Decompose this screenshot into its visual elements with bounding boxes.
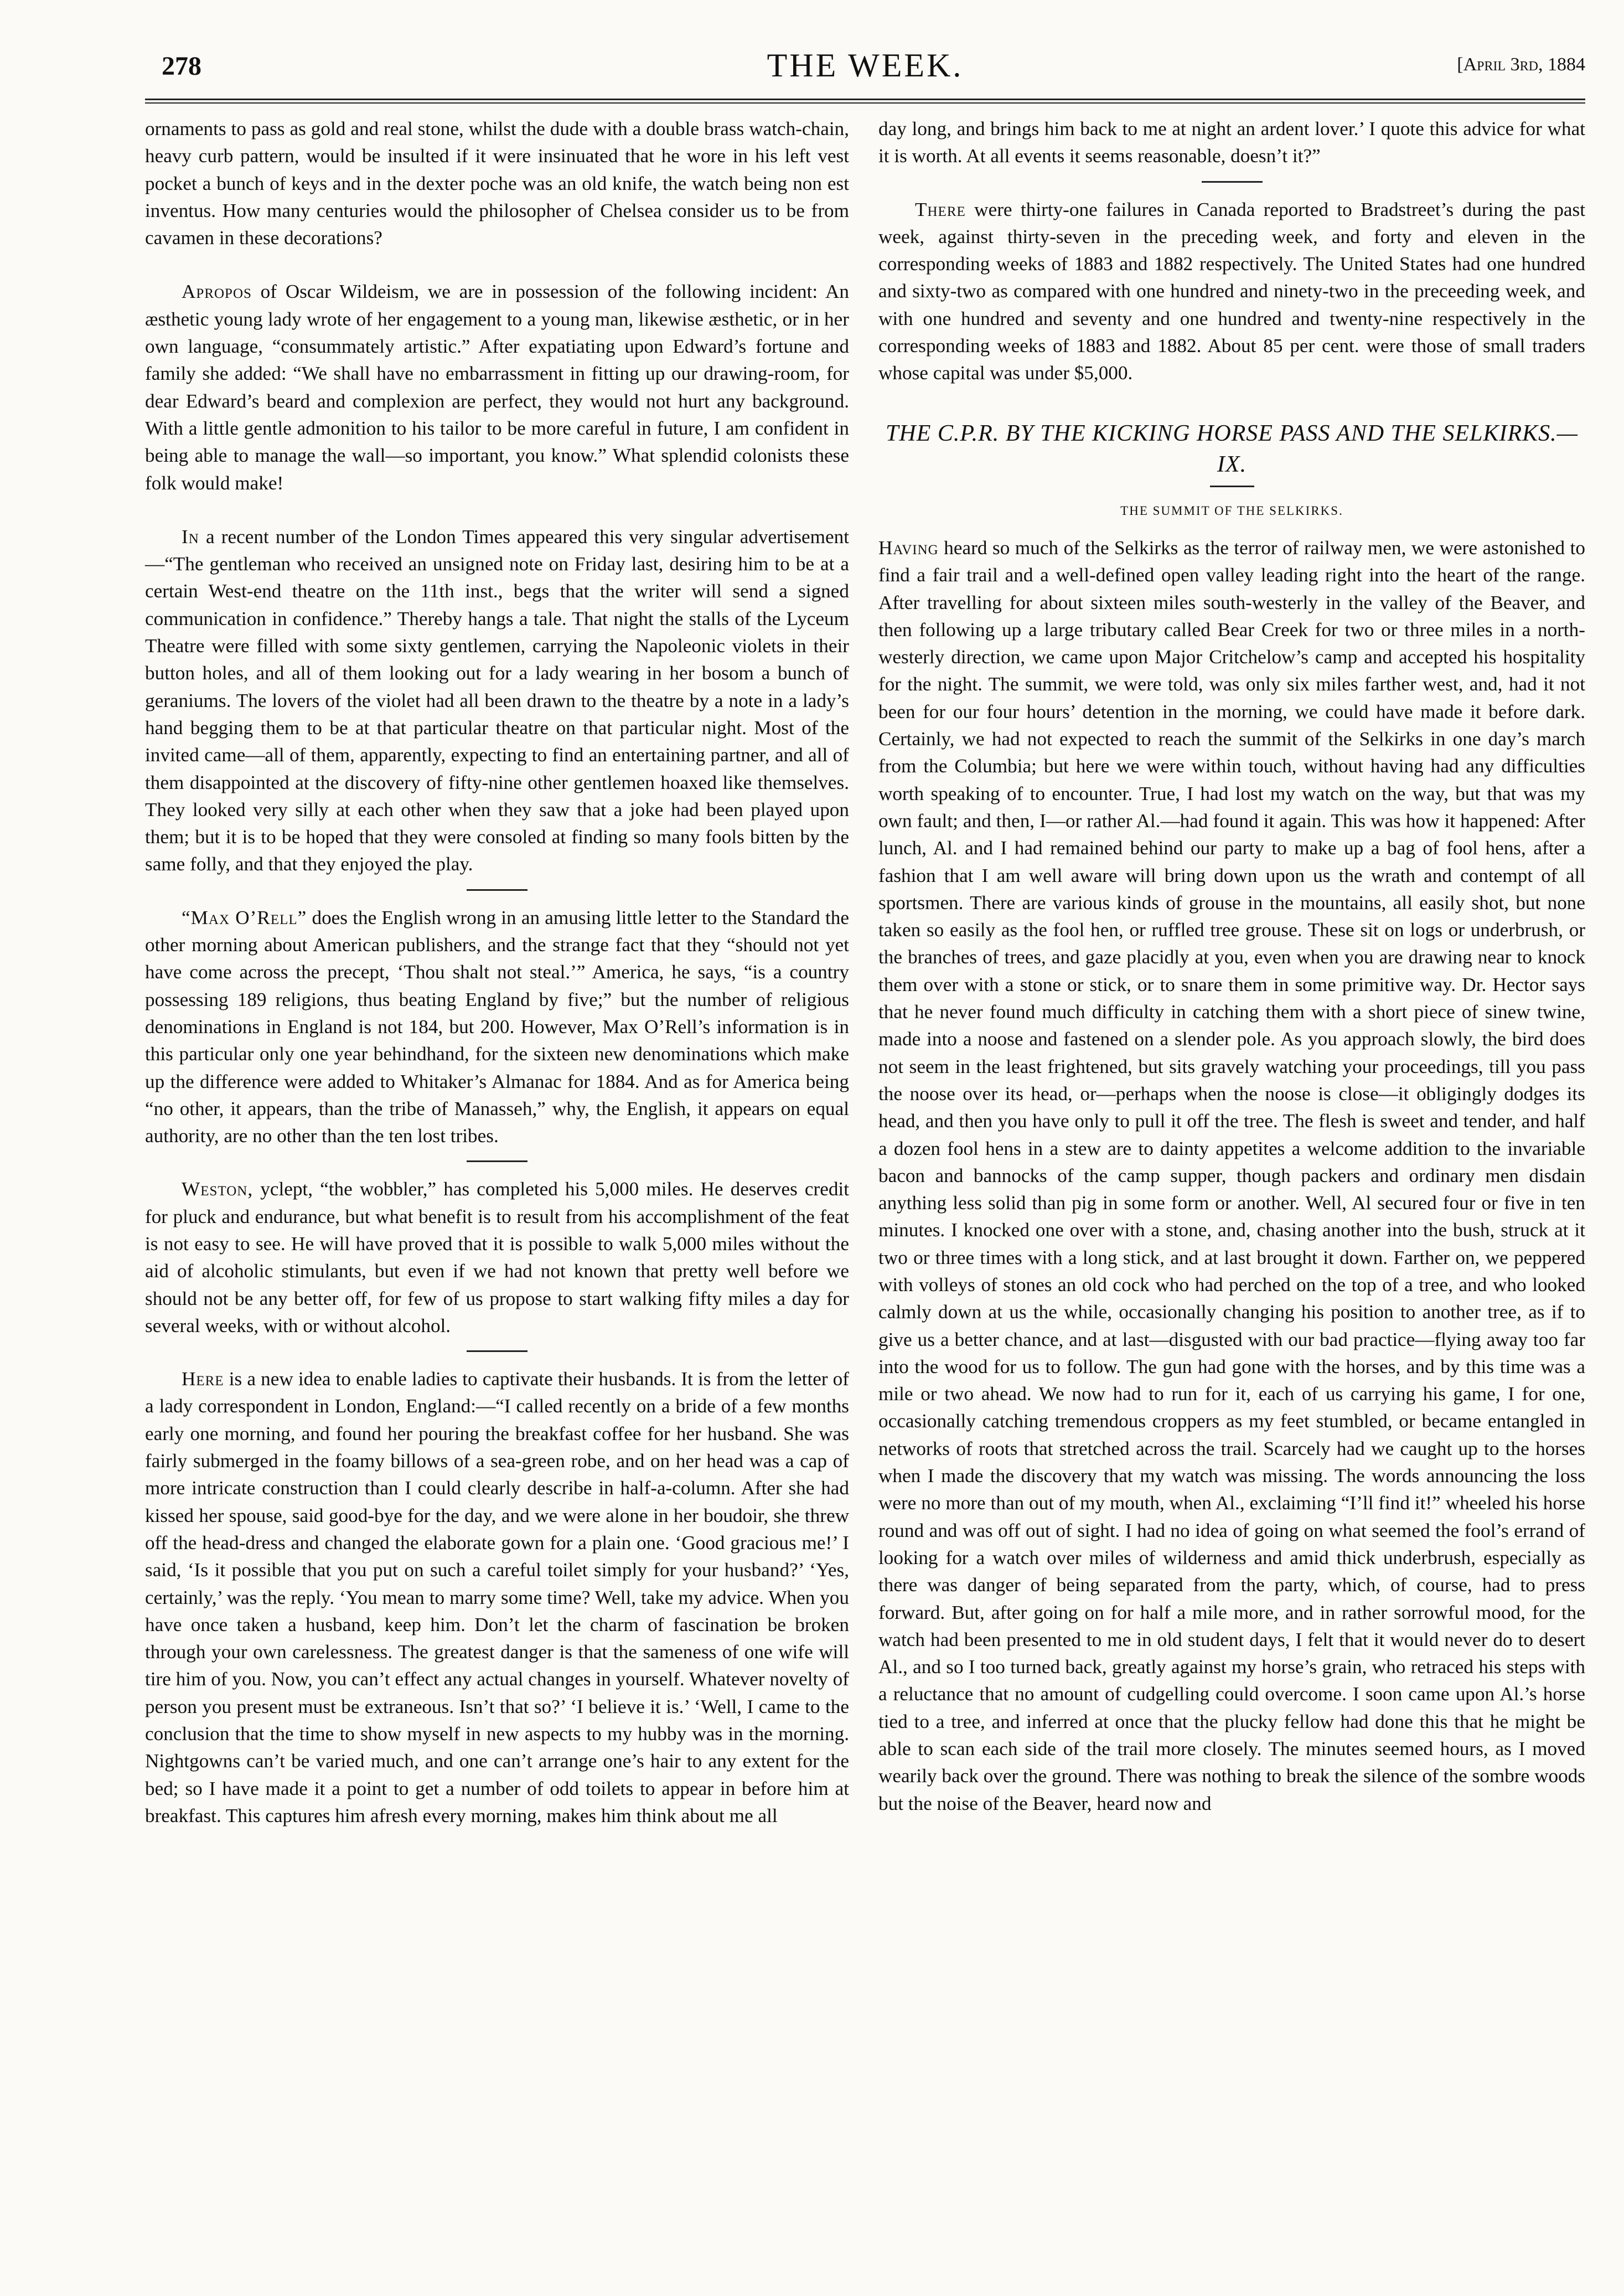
article-title: THE C.P.R. BY THE KICKING HORSE PASS AND THE SELKIRKS.—IX.	[886, 420, 1578, 477]
paragraph-body: were thirty-one failures in Canada reported to Bradstreet’s during the past week, against thirty-seven in the preceding week, and forty and eleven in the corresponding weeks of 1883 and 1882 respectively. The United States had one hundred and sixty-two as compared with one hundred and ninety-two in the preceeding week, and with one hundred and seventy and one hundred and twenty-nine respectively in the corresponding weeks of 1883 and 1882. About 85 per cent. were those of small traders whose capital was under $5,000.	[878, 198, 1585, 384]
paragraph-ornaments: ornaments to pass as gold and real stone, whilst the dude with a double brass watch-chain, heavy curb pattern, would be insulted if it were insinuated that he wore in his left vest pocket a bunch of keys and in the dexter poche was an old knife, the watch being non est inventus. How many centuries would the philosopher of Chelsea consider us to be from cavamen in these decorations?	[145, 118, 849, 249]
paragraph-lead: Having	[878, 536, 939, 559]
separator-rule	[467, 1350, 527, 1352]
journal-title: THE WEEK.	[767, 47, 964, 84]
paragraph-article-body	[878, 534, 1585, 1817]
paragraph-max-orell	[145, 904, 849, 1150]
paragraph-body: heard so much of the Selkirks as the terror of railway men, we were astonished to find a fair trail and a well-defined open valley leading right into the heart of the range. After travelling for about sixteen miles south-westerly in the valley of the Beaver, and then following up a large tributary called Bear Creek for two or three miles in a north-westerly direction, we came upon Major Critchelow’s camp and accepted his hospitality for the night. The summit, we were told, was only six miles farther west, and, had it not been for our four hours’ detention in the morning, we could have made it before dark. Certainly, we had not expected to reach the summit of the Selkirks in one day’s march from the Columbia; but here we were within touch, without having had any difficulties worth speaking of to encounter. True, I had lost my watch on the way, but that was my own fault; and then, I—or rather Al.—had found it again. This was how it happened: After lunch, Al. and I had remained behind our party to make up a bag of fool hens, after a fashion that I am well aware will bring down upon us the wrath and contempt of all sportsmen. There are various kinds of grouse in the mountains, all easily shot, but none taken so easily as the fool hen, or ruffled tree grouse. These sit on logs or underbrush, or the branches of trees, and gaze placidly at you, even when you are drawing near to knock them over with a stone or stick, or to snare them in some primitive way. Dr. Hector says that he never found much difficulty in catching them with a short piece of sinew twine, made into a noose and fastened on a slender pole. As you approach slowly, the bird does not seem in the least frightened, but sits gravely watching your proceedings, till you pass the noose over its head, or—perhaps when the noose is close—it obligingly dodges its head, and then you have only to pull it off the tree. The flesh is sweet and tender, and half a dozen fool hens in a stew are to dainty appetites a welcome addition to the invariable bacon and bannocks of the camp supper, though packers and ordinary men disdain anything less solid than pig in some form or another. Well, Al secured four or five in ten minutes. I knocked one over with a stone, and, chasing another into the bush, struck at it two or three times with a long stick, and at last brought it down. Farther on, we peppered with volleys of stones an old cock who had perched on the top of a tree, and who looked calmly down at us the while, occasionally changing his position to another tree, as if to give us a better chance, and at last—disgusted with our bad practice—flying away too far into the wood for us to follow. The gun had gone with the horses, and by this time was a mile or two ahead. We now had to run for it, each of us carrying his game, I for one, occasionally catching tremendous croppers as my feet stumbled, or became entangled in networks of roots that stretched across the trail. Scarcely had we caught up to the horses when I made the discovery that my watch was missing. The words announcing the loss were no more than out of my mouth, when Al., exclaiming “I’ll find it!” wheeled his horse round and was off out of sight. I had no idea of going on what seemed the fool’s errand of looking for a watch over miles of wilderness and amid thick underbrush, especially as there was danger of being separated from the party, which, of course, had to press forward. But, after going on for half a mile more, and in rather sorrowful mood, for the watch had been presented to me in old student days, I felt that it would never do to desert Al., and so I too turned back, greatly against my horse’s grain, who retraced his steps with a reluctance that no amount of cudgelling could overcome. I soon came upon Al.’s horse tied to a tree, and inferred at once that the plucky fellow had done this that he might be able to scan each side of the trail more closely. The minutes seemed hours, as I moved wearily back over the ground. There was nothing to break the silence of the sombre woods but the noise of the Beaver, heard now and	[878, 536, 1585, 1814]
paragraph-body: a recent number of the London Times appeared this very singular advertisement—“The gentleman who received an unsigned note on Friday last, desiring him to be at a certain West-end theatre on the 11th inst., begs that the writer will send a signed communication in confidence.” Thereby hangs a tale. That night the stalls of the Lyceum Theatre were filled with some sixty gentlemen, carrying the Napoleonic violets in their button holes, and all of them looking out for a lady wearing in her bosom a bunch of geraniums. The lovers of the violet had all been drawn to the theatre by a note in a lady’s hand begging them to be at that particular theatre on that particular night. Most of the invited came—all of them, apparently, expecting to find an entertaining partner, and all of them disappointed at the discovery of fifty-nine other gentlemen hoaxed like themselves. They looked very silly at each other when they saw that a joke had been played upon them; but it is to be hoped that they were consoled at finding so many fools bitten by the same folly, and that they enjoyed the play.	[145, 525, 849, 875]
paragraph-weston	[145, 1175, 849, 1339]
paragraph-apropos	[145, 278, 849, 496]
header-rule	[145, 99, 1585, 104]
left-column	[145, 115, 849, 1829]
paragraph-lead: Here	[182, 1368, 224, 1390]
page-header	[145, 47, 1585, 95]
section-heading: THE SUMMIT OF THE SELKIRKS.	[1120, 503, 1343, 518]
paragraph-failures	[878, 196, 1585, 387]
title-rule	[1210, 486, 1254, 487]
paragraph-body: yclept, “the wobbler,” has completed his 5,000 miles. He deserves credit for pluck and endurance, but what benefit is to result from his accomplishment of the feat is not easy to see. He will have proved that it is possible to walk 5,000 miles without the aid of alcoholic stimulants, but even if we had not known that pretty well before we should not be any better off, for few of us propose to start walking fifty miles a day for several weeks, with or without alcohol.	[145, 1178, 849, 1337]
paragraph-body: does the English wrong in an amusing little letter to the Standard the other morning about American publishers, and the strange fact that they “should not yet have come across the precept, ‘Thou shalt not steal.’” America, he says, “is a country possessing 189 religions, thus beating England by five;” but the number of religious denominations in England is not 184, but 200. However, Max O’Rell’s information is in this particular only one year behindhand, for the sixteen new denominations which make up the difference were added to Whitaker’s Almanac for 1884. And as for America being “no other, it appears, than the tribe of Manasseh,” why, the English, it appears on equal authority, are no other than the ten lost tribes.	[145, 906, 849, 1147]
paragraph-times-advertisement	[145, 523, 849, 878]
paragraph-body: of Oscar Wildeism, we are in possession of the following incident: An æsthetic young lady wrote of her engagement to a young man, likewise æsthetic, or in her own language, “consummately artistic.” After expatiating upon Edward’s fortune and family she added: “We shall have no embarrassment in fitting up our drawing-room, for dear Edward’s beard and complexion are perfect, they would not hurt any background. With a little gentle admonition to his tailor to be more careful in future, I am confident in being able to manage the wall—so important, you know.” What splendid colonists these folk would make!	[145, 281, 849, 494]
issue-date: [April 3rd, 1884	[1457, 54, 1585, 75]
paragraph-new-idea	[145, 1365, 849, 1829]
page-number: 278	[162, 51, 201, 81]
paragraph-lead: There	[915, 198, 966, 220]
separator-rule	[467, 889, 527, 891]
paragraph-lead: In	[182, 525, 199, 548]
paragraph-body: is a new idea to enable ladies to captivate their husbands. It is from the letter of a lady correspondent in London, England:—“I called recently on a bride of a few months early one morning, and found her pouring the breakfast coffee for her husband. She was fairly submerged in the foamy billows of a sea-green robe, and on her head was a cap of more intricate construction than I could clearly describe in half-a-column. After she had kissed her spouse, said good-bye for the day, and we were alone in her boudoir, she threw off the head-dress and changed the elaborate gown for a plain one. ‘Good gracious me!’ I said, ‘Is it possible that you put on such a careful toilet simply for your husband?’ ‘Yes, certainly,’ was the reply. ‘You mean to marry some time? Well, take my advice. When you have once taken a husband, keep him. Don’t let the charm of fascination be broken through your own carelessness. The greatest danger is that the sameness of one wife will tire him of you. Now, you can’t effect any actual changes in yourself. Whatever novelty of person you present must be extraneous. Isn’t that so?’ ‘I believe it is.’ ‘Well, I came to the conclusion that the time to show myself in new aspects to my hubby was in the morning. Nightgowns can’t be varied much, and one can’t arrange one’s hair to any extent for the bed; so I have made it a point to get a number of odd toilets to appear in before him at breakfast. This captures him afresh every morning, makes him think about me all	[145, 1368, 849, 1827]
paragraph-lead: Weston,	[182, 1178, 254, 1200]
paragraph-lead: Apropos	[182, 281, 252, 303]
right-column	[878, 115, 1585, 1817]
paragraph-continuation: day long, and brings him back to me at night an ardent lover.’ I quote this advice for what it is worth. At all events it seems reasonable, doesn’t it?”	[878, 118, 1585, 167]
separator-rule	[467, 1160, 527, 1162]
paragraph-lead: “Max O’Rell”	[182, 906, 307, 928]
separator-rule	[1202, 181, 1263, 183]
